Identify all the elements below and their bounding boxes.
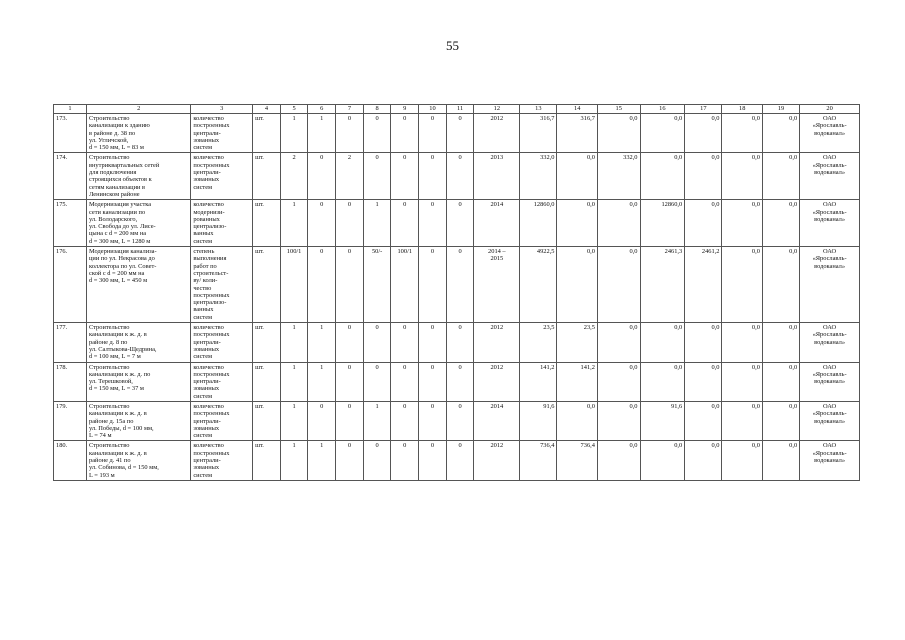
value-cell: 0 bbox=[363, 441, 391, 480]
cost-cell: 2461,3 bbox=[640, 247, 685, 323]
value-cell: 0 bbox=[446, 362, 474, 401]
value-cell: 0 bbox=[419, 362, 447, 401]
cost-cell: 736,4 bbox=[557, 441, 597, 480]
column-number-cell: 13 bbox=[520, 105, 557, 114]
value-cell: 0 bbox=[419, 401, 447, 440]
cost-cell: 0,0 bbox=[597, 401, 640, 440]
unit-cell: шт. bbox=[253, 401, 281, 440]
value-cell: 0 bbox=[419, 153, 447, 200]
value-cell: 0 bbox=[446, 401, 474, 440]
year-cell: 2012 bbox=[474, 362, 520, 401]
cost-cell: 0,0 bbox=[722, 114, 762, 153]
year-cell: 2014 bbox=[474, 401, 520, 440]
unit-cell: шт. bbox=[253, 362, 281, 401]
organization-cell: ОАО «Ярославль- водоканал» bbox=[800, 247, 860, 323]
column-number-cell: 9 bbox=[391, 105, 419, 114]
column-number-cell: 11 bbox=[446, 105, 474, 114]
value-cell: 0 bbox=[363, 153, 391, 200]
value-cell: 0 bbox=[446, 200, 474, 247]
value-cell: 0 bbox=[336, 401, 364, 440]
cost-cell: 0,0 bbox=[762, 441, 799, 480]
indicator-name: количество построенных централи- зованных систем bbox=[191, 441, 253, 480]
cost-cell: 0,0 bbox=[722, 323, 762, 362]
value-cell: 2 bbox=[280, 153, 308, 200]
unit-cell: шт. bbox=[253, 153, 281, 200]
cost-cell: 12860,0 bbox=[640, 200, 685, 247]
cost-total-cell: 316,7 bbox=[520, 114, 557, 153]
column-number-cell: 5 bbox=[280, 105, 308, 114]
program-table bbox=[53, 104, 860, 481]
cost-total-cell: 736,4 bbox=[520, 441, 557, 480]
cost-cell: 0,0 bbox=[722, 200, 762, 247]
value-cell: 0 bbox=[391, 441, 419, 480]
year-cell: 2013 bbox=[474, 153, 520, 200]
cost-cell: 0,0 bbox=[597, 362, 640, 401]
cost-cell: 0,0 bbox=[762, 362, 799, 401]
cost-total-cell: 141,2 bbox=[520, 362, 557, 401]
column-number-cell: 19 bbox=[762, 105, 799, 114]
cost-cell: 0,0 bbox=[597, 441, 640, 480]
cost-cell: 2461,2 bbox=[685, 247, 722, 323]
column-number-cell: 8 bbox=[363, 105, 391, 114]
table-row bbox=[54, 114, 860, 153]
value-cell: 50/- bbox=[363, 247, 391, 323]
organization-cell: ОАО «Ярославль- водоканал» bbox=[800, 323, 860, 362]
value-cell: 1 bbox=[308, 362, 336, 401]
cost-cell: 0,0 bbox=[557, 200, 597, 247]
year-cell: 2012 bbox=[474, 114, 520, 153]
value-cell: 1 bbox=[280, 323, 308, 362]
indicator-name: количество построенных централи- зованных систем bbox=[191, 362, 253, 401]
value-cell: 0 bbox=[336, 200, 364, 247]
cost-cell: 0,0 bbox=[557, 401, 597, 440]
value-cell: 1 bbox=[308, 114, 336, 153]
value-cell: 1 bbox=[280, 441, 308, 480]
cost-cell: 0,0 bbox=[685, 200, 722, 247]
cost-cell: 0,0 bbox=[685, 401, 722, 440]
unit-cell: шт. bbox=[253, 200, 281, 247]
cost-cell: 0,0 bbox=[685, 153, 722, 200]
cost-cell: 0,0 bbox=[722, 247, 762, 323]
table-row bbox=[54, 247, 860, 323]
cost-cell: 0,0 bbox=[557, 153, 597, 200]
cost-cell: 0,0 bbox=[685, 114, 722, 153]
column-number-cell: 15 bbox=[597, 105, 640, 114]
row-number: 176. bbox=[54, 247, 87, 323]
cost-cell: 332,0 bbox=[597, 153, 640, 200]
value-cell: 100/1 bbox=[391, 247, 419, 323]
measure-name: Модернизация канализа- ции по ул. Некрасова до коллектора по ул. Совет- ской с d = 200 мм на d = 300 мм, L = 450 м bbox=[87, 247, 191, 323]
column-number-cell: 4 bbox=[253, 105, 281, 114]
table-row bbox=[54, 401, 860, 440]
table-row bbox=[54, 200, 860, 247]
value-cell: 0 bbox=[363, 323, 391, 362]
column-number-cell: 16 bbox=[640, 105, 685, 114]
value-cell: 1 bbox=[308, 441, 336, 480]
value-cell: 0 bbox=[336, 323, 364, 362]
column-number-row bbox=[54, 105, 860, 114]
indicator-name: количество построенных централи- зованных систем bbox=[191, 323, 253, 362]
cost-cell: 0,0 bbox=[685, 362, 722, 401]
value-cell: 0 bbox=[336, 114, 364, 153]
cost-cell: 91,6 bbox=[640, 401, 685, 440]
row-number: 178. bbox=[54, 362, 87, 401]
organization-cell: ОАО «Ярославль- водоканал» bbox=[800, 441, 860, 480]
value-cell: 1 bbox=[280, 114, 308, 153]
column-number-cell: 7 bbox=[336, 105, 364, 114]
table-row bbox=[54, 153, 860, 200]
cost-cell: 0,0 bbox=[557, 247, 597, 323]
organization-cell: ОАО «Ярославль- водоканал» bbox=[800, 153, 860, 200]
column-number-cell: 2 bbox=[87, 105, 191, 114]
unit-cell: шт. bbox=[253, 114, 281, 153]
value-cell: 0 bbox=[446, 114, 474, 153]
cost-cell: 0,0 bbox=[722, 362, 762, 401]
cost-cell: 0,0 bbox=[762, 401, 799, 440]
organization-cell: ОАО «Ярославль- водоканал» bbox=[800, 401, 860, 440]
cost-cell: 0,0 bbox=[762, 247, 799, 323]
value-cell: 1 bbox=[308, 323, 336, 362]
value-cell: 0 bbox=[336, 441, 364, 480]
cost-cell: 0,0 bbox=[640, 153, 685, 200]
organization-cell: ОАО «Ярославль- водоканал» bbox=[800, 114, 860, 153]
cost-cell: 0,0 bbox=[685, 323, 722, 362]
table-row bbox=[54, 323, 860, 362]
value-cell: 0 bbox=[308, 153, 336, 200]
row-number: 175. bbox=[54, 200, 87, 247]
value-cell: 0 bbox=[391, 323, 419, 362]
cost-total-cell: 4922,5 bbox=[520, 247, 557, 323]
cost-total-cell: 12860,0 bbox=[520, 200, 557, 247]
cost-cell: 0,0 bbox=[640, 441, 685, 480]
row-number: 180. bbox=[54, 441, 87, 480]
value-cell: 0 bbox=[336, 247, 364, 323]
year-cell: 2012 bbox=[474, 441, 520, 480]
cost-cell: 0,0 bbox=[722, 441, 762, 480]
organization-cell: ОАО «Ярославль- водоканал» bbox=[800, 200, 860, 247]
value-cell: 0 bbox=[419, 441, 447, 480]
indicator-name: количество построенных централи- зованных систем bbox=[191, 401, 253, 440]
value-cell: 1 bbox=[280, 401, 308, 440]
cost-cell: 0,0 bbox=[762, 323, 799, 362]
column-number-cell: 14 bbox=[557, 105, 597, 114]
cost-cell: 141,2 bbox=[557, 362, 597, 401]
cost-cell: 0,0 bbox=[597, 114, 640, 153]
value-cell: 0 bbox=[391, 401, 419, 440]
column-number-cell: 17 bbox=[685, 105, 722, 114]
column-number-cell: 1 bbox=[54, 105, 87, 114]
year-cell: 2012 bbox=[474, 323, 520, 362]
value-cell: 0 bbox=[391, 362, 419, 401]
value-cell: 0 bbox=[391, 114, 419, 153]
value-cell: 0 bbox=[391, 200, 419, 247]
cost-cell: 0,0 bbox=[685, 441, 722, 480]
measure-name: Строительство канализации к ж. д. в районе д. 8 по ул. Салтыкова-Щедрина, d = 100 мм, L = 7 м bbox=[87, 323, 191, 362]
unit-cell: шт. bbox=[253, 323, 281, 362]
measure-name: Модернизация участка сети канализации по ул. Володарского, ул. Свобода до ул. Лисе- цына с d = 200 мм на d = 300 мм, L = 1280 м bbox=[87, 200, 191, 247]
cost-cell: 0,0 bbox=[597, 200, 640, 247]
cost-cell: 316,7 bbox=[557, 114, 597, 153]
row-number: 179. bbox=[54, 401, 87, 440]
year-cell: 2014 bbox=[474, 200, 520, 247]
value-cell: 0 bbox=[336, 362, 364, 401]
value-cell: 0 bbox=[446, 323, 474, 362]
value-cell: 1 bbox=[363, 401, 391, 440]
row-number: 174. bbox=[54, 153, 87, 200]
table-row bbox=[54, 362, 860, 401]
cost-cell: 0,0 bbox=[640, 323, 685, 362]
value-cell: 0 bbox=[446, 153, 474, 200]
value-cell: 0 bbox=[446, 247, 474, 323]
indicator-name: количество построенных централи- зованных систем bbox=[191, 153, 253, 200]
year-cell: 2014 – 2015 bbox=[474, 247, 520, 323]
column-number-cell: 12 bbox=[474, 105, 520, 114]
cost-cell: 23,5 bbox=[557, 323, 597, 362]
cost-cell: 0,0 bbox=[722, 401, 762, 440]
unit-cell: шт. bbox=[253, 247, 281, 323]
value-cell: 0 bbox=[308, 401, 336, 440]
value-cell: 0 bbox=[419, 323, 447, 362]
column-number-cell: 3 bbox=[191, 105, 253, 114]
unit-cell: шт. bbox=[253, 441, 281, 480]
cost-total-cell: 23,5 bbox=[520, 323, 557, 362]
measure-name: Строительство канализации к зданию в районе д. 38 по ул. Угличской, d = 150 мм, L = 83 м bbox=[87, 114, 191, 153]
cost-cell: 0,0 bbox=[762, 153, 799, 200]
column-number-cell: 10 bbox=[419, 105, 447, 114]
cost-cell: 0,0 bbox=[640, 114, 685, 153]
value-cell: 0 bbox=[363, 114, 391, 153]
column-number-cell: 18 bbox=[722, 105, 762, 114]
cost-total-cell: 332,0 bbox=[520, 153, 557, 200]
organization-cell: ОАО «Ярославль- водоканал» bbox=[800, 362, 860, 401]
cost-cell: 0,0 bbox=[597, 247, 640, 323]
value-cell: 0 bbox=[363, 362, 391, 401]
indicator-name: степень выполнения работ по строительст- ву/ коли- чество построенных централизо- ванных систем bbox=[191, 247, 253, 323]
value-cell: 2 bbox=[336, 153, 364, 200]
row-number: 177. bbox=[54, 323, 87, 362]
column-number-cell: 20 bbox=[800, 105, 860, 114]
value-cell: 0 bbox=[419, 247, 447, 323]
measure-name: Строительство внутриквартальных сетей для подключения строящихся объектов к сетям канализации в Ленинском районе bbox=[87, 153, 191, 200]
row-number: 173. bbox=[54, 114, 87, 153]
cost-cell: 0,0 bbox=[762, 114, 799, 153]
cost-cell: 0,0 bbox=[722, 153, 762, 200]
indicator-name: количество построенных централи- зованных систем bbox=[191, 114, 253, 153]
page-number: 55 bbox=[446, 38, 459, 53]
cost-cell: 0,0 bbox=[762, 200, 799, 247]
value-cell: 0 bbox=[391, 153, 419, 200]
cost-cell: 0,0 bbox=[640, 362, 685, 401]
value-cell: 0 bbox=[308, 200, 336, 247]
value-cell: 1 bbox=[280, 200, 308, 247]
cost-cell: 0,0 bbox=[597, 323, 640, 362]
value-cell: 0 bbox=[446, 441, 474, 480]
indicator-name: количество модернизи- рованных централизо- ванных систем bbox=[191, 200, 253, 247]
measure-name: Строительство канализации к ж. д. в районе д. 15а по ул. Победы, d = 100 мм, L = 74 м bbox=[87, 401, 191, 440]
value-cell: 100/1 bbox=[280, 247, 308, 323]
value-cell: 1 bbox=[363, 200, 391, 247]
measure-name: Строительство канализации к ж. д. по ул. Терешковой, d = 150 мм, L = 37 м bbox=[87, 362, 191, 401]
column-number-cell: 6 bbox=[308, 105, 336, 114]
table-row bbox=[54, 441, 860, 480]
cost-total-cell: 91,6 bbox=[520, 401, 557, 440]
value-cell: 0 bbox=[419, 200, 447, 247]
measure-name: Строительство канализации к ж. д. в районе д. 41 по ул. Собинова, d = 150 мм, L = 193 м bbox=[87, 441, 191, 480]
value-cell: 1 bbox=[280, 362, 308, 401]
value-cell: 0 bbox=[308, 247, 336, 323]
value-cell: 0 bbox=[419, 114, 447, 153]
